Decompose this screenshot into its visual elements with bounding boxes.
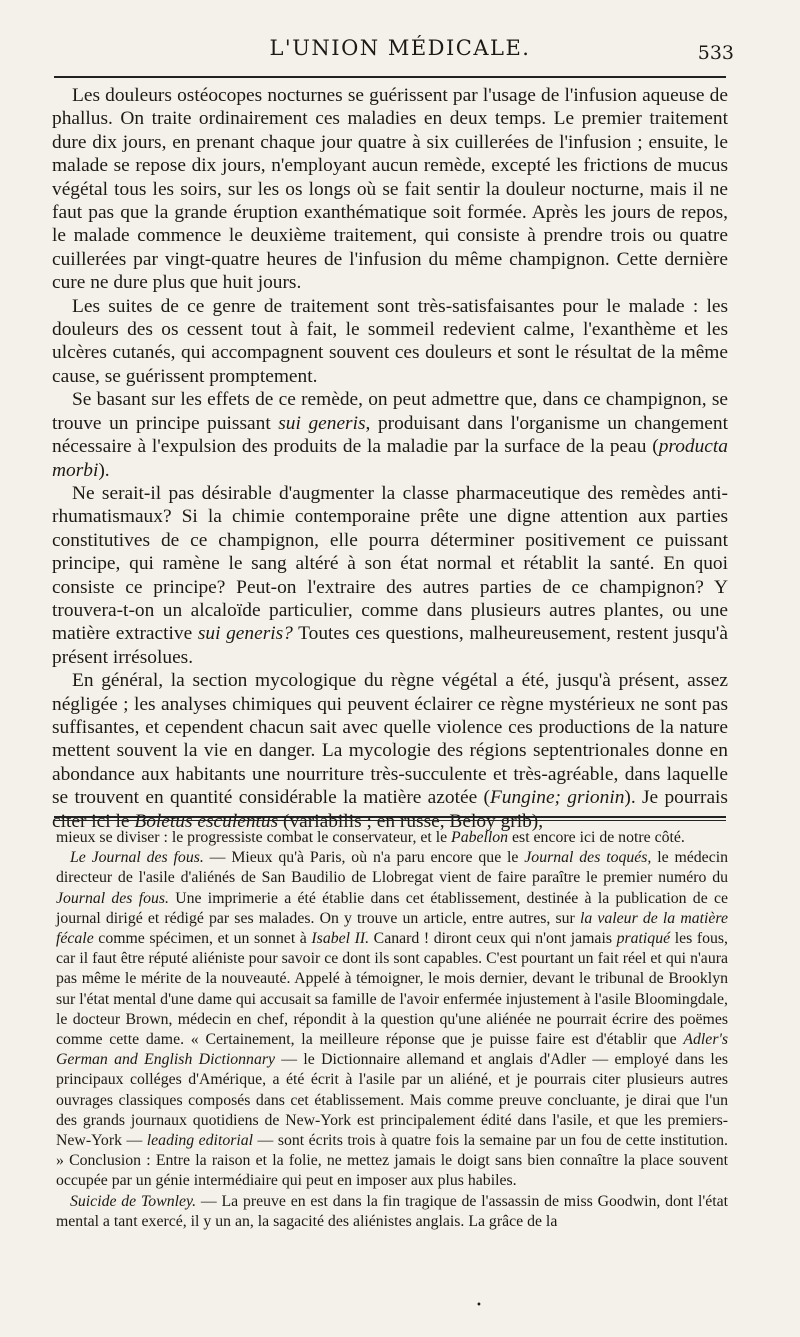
- note-pabellon: mieux se diviser : le progressiste combat le conservateur, et le Pabellon est encore ici de notre côté.: [56, 829, 685, 846]
- running-title: L'UNION MÉDICALE.: [269, 36, 531, 60]
- printer-mark: •: [476, 1300, 482, 1311]
- main-text: [52, 84, 728, 833]
- feuilleton-notes: [56, 828, 728, 1232]
- paragraph-treatment-results: Les suites de ce genre de traitement sont très-satisfaisantes pour le malade : les douleurs des os cessent tout à fait, le sommeil redevient calme, l'exanthème et les ulcères cutanés, qui accompagnent souvent ces douleurs et sont le résultat de la même cause, se guérissent promptement.: [52, 295, 728, 387]
- note-suicide-townley: Suicide de Townley. — La preuve en est dans la fin tragique de l'assassin de miss Goodwin, dont l'état mental a tant exercé, il y un an, la sagacité des aliénistes anglais. La grâce de la: [56, 1192, 728, 1230]
- paragraph-principle: Se basant sur les effets de ce remède, on peut admettre que, dans ce champignon, se trouve un principe puissant sui generis, produisant dans l'organisme un changement nécessaire à l'expulsion des produits de la maladie par la surface de la peau (producta morbi).: [52, 389, 728, 481]
- paragraph-osteocope-pains: Les douleurs ostéocopes nocturnes se guérissent par l'usage de l'infusion aqueuse de phallus. On traite ordinairement ces maladies en deux temps. Le premier traitement dure dix jours, en prenant chaque jour quatre à six cuillerées de l'infusion ; ensuite, le malade se repose dix jours, n'employant aucun remède, excepté les frictions de mucus végétal tous les soirs, sur les os longs où se fait sentir la douleur nocturne, mais il ne faut pas que la grande éruption exanthématique soit formée. Après les jours de repos, le malade commence le deuxième traitement, qui consiste à prendre trois ou quatre cuillerées par vingt-quatre heures de l'infusion du même champignon. Cette dernière cure ne dure plus que huit jours.: [52, 85, 728, 294]
- paragraph-antirheumatic: Ne serait-il pas désirable d'augmenter la classe pharmaceutique des remèdes anti-rhumatismaux? Si la chimie contemporaine prête une digne attention aux parties constitutives de ce champignon, elle pourra déterminer positivement ce puissant principe, qui ramène le sang altéré à son état normal et rétablit la santé. En quoi consiste ce principe? Peut-on l'extraire des autres parties de ce champignon? Y trouvera-t-on un alcaloïde particulier, comme dans plusieurs autres plantes, ou une matière extractive sui generis? Toutes ces questions, malheureusement, restent jusqu'à présent irrésolues.: [52, 482, 728, 668]
- section-divider: [54, 816, 726, 821]
- header-rule: [54, 76, 726, 78]
- note-journal-des-fous: Le Journal des fous. — Mieux qu'à Paris, où n'a paru encore que le Journal des toqués, le médecin directeur de l'asile d'aliénés de San Baudilio de Llobregat vient de faire paraître le premier numéro du Journal des fous. Une imprimerie a été établie dans cet établissement, destinée à la publication de ce journal dirigé et rédigé par ses malades. On y trouve un article, entre autres, sur la valeur de la matière fécale comme spécimen, et un sonnet à Isabel II. Canard ! diront ceux qui n'ont jamais pratiqué les fous, car il faut être réputé aliéniste pour savoir ce dont ils sont capables. C'est pourtant un fait réel et qui n'aura pas même le mérite de la nouveauté. Appelé à témoigner, le mois dernier, devant le tribunal de Brooklyn sur l'état mental d'une dame qui accusait sa famille de l'avoir enfermée injustement à l'asile Bloomingdale, le docteur Brown, médecin en chef, répondit à la question qu'une aliénée ne pourrait écrire des poëmes comme cette dame. « Certainement, la meilleure réponse que je puisse faire est d'établir que Adler's German and English Dictionnary — le Dictionnaire allemand et anglais d'Adler — employé dans les principaux colléges d'Amérique, a été écrit à l'asile par un aliéné, et je pourrais citer plusieurs autres ouvrages classiques composés dans cet établissement. Mais comme preuve concluante, je dirai que l'un des grands journaux quotidiens de New-York est principalement édité dans l'asile, et que les premiers-New-York — leading editorial — sont écrits trois à quatre fois la semaine par un fou de cette institution. » Conclusion : Entre la raison et la folie, ne mettez jamais le doigt sans bien connaître la place souvent occupée par un génie intermédiaire qui peut en imposer aux plus habiles.: [56, 849, 729, 1190]
- page-number: 533: [697, 42, 734, 64]
- running-header: [0, 30, 800, 70]
- paragraph-mycology: En général, la section mycologique du règne végétal a été, jusqu'à présent, assez négligée ; les analyses chimiques qui peuvent éclairer ce règne mystérieux ne sont pas suffisantes, et cependent chacun sait avec quelle violence ces productions de la nature mettent souvent la vie en danger. La mycologie des régions septentrionales donne en abondance aux habitants une nourriture très-succulente et très-agréable, dans laquelle se trouvent en quantité considérable la matière azotée (Fungine; grionin). Je pourrais citer ici le Boletus esculentus (variabilis ; en russe, Beloy grib),: [52, 670, 728, 832]
